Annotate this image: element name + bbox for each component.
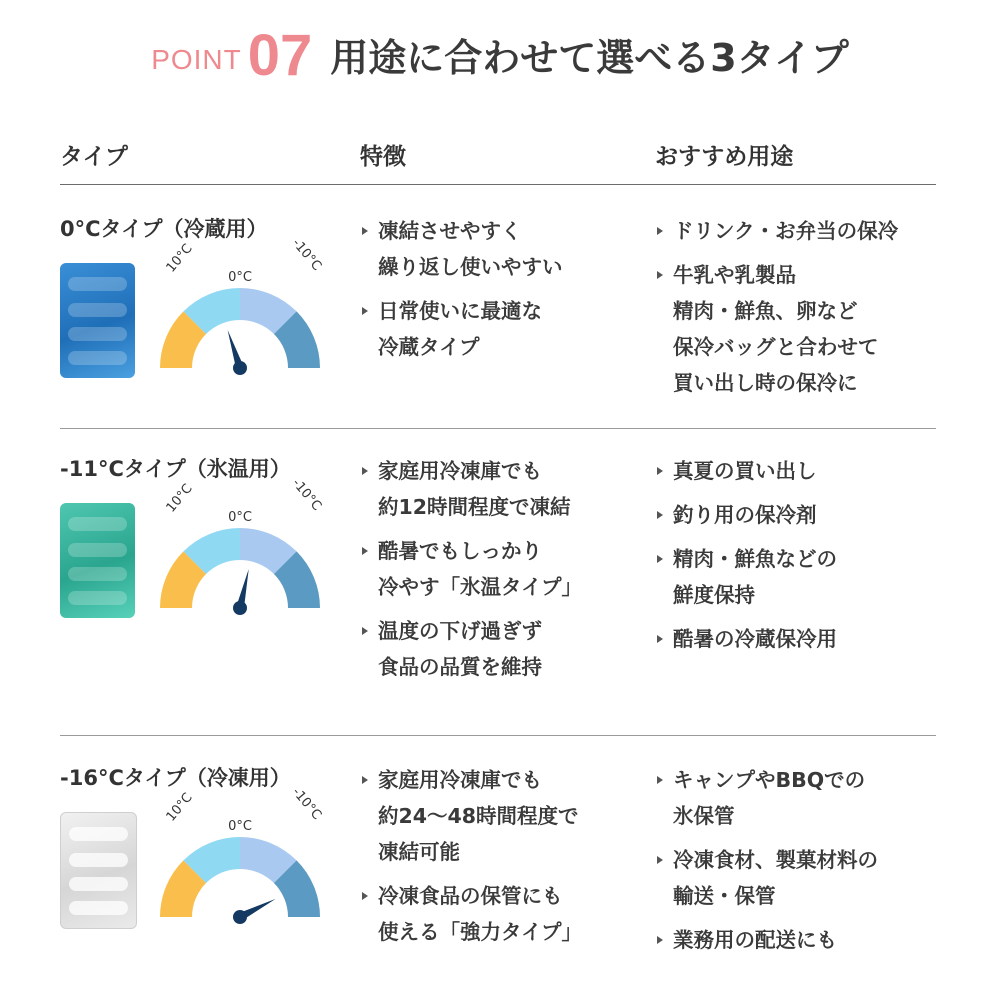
use-line: ドリンク・お弁当の保冷 — [673, 219, 899, 243]
use-item — [655, 922, 878, 958]
feature-line: 冷凍食品の保管にも — [378, 884, 563, 908]
ice-pack-ridge — [68, 327, 127, 341]
bullet-triangle-icon — [657, 467, 663, 475]
feature-item — [360, 613, 582, 685]
ice-pack-image — [60, 503, 135, 618]
gauge-label-right: -10°C — [288, 475, 325, 514]
feature-line: 家庭用冷凍庫でも — [378, 768, 542, 792]
point-number: 07 — [247, 23, 313, 88]
point-label: POINT — [151, 44, 242, 75]
ice-pack-ridge — [69, 877, 128, 891]
title-text: 用途に合わせて選べる3タイプ — [330, 36, 849, 80]
feature-line: 日常使いに最適な — [378, 299, 542, 323]
bullet-triangle-icon — [362, 307, 368, 315]
feature-item — [360, 453, 582, 525]
features-list — [360, 453, 582, 693]
use-item — [655, 842, 878, 914]
gauge-label-top: 0°C — [228, 270, 252, 285]
use-line: 酷暑の冷蔵保冷用 — [673, 627, 837, 651]
bullet-triangle-icon — [362, 892, 368, 900]
ice-pack-image — [60, 263, 135, 378]
bullet-triangle-icon — [657, 227, 663, 235]
feature-item — [360, 533, 582, 605]
bullet-triangle-icon — [657, 271, 663, 279]
use-item — [655, 541, 837, 613]
feature-line: 冷やす「氷温タイプ」 — [378, 575, 582, 599]
uses-list — [655, 453, 837, 665]
use-line: 業務用の配送にも — [673, 928, 837, 952]
feature-line: 冷蔵タイプ — [378, 335, 480, 359]
type-label: 0°Cタイプ（冷蔵用） — [60, 217, 268, 241]
ice-pack-ridge — [68, 591, 127, 605]
bullet-triangle-icon — [657, 635, 663, 643]
use-item — [655, 621, 837, 657]
use-line: 牛乳や乳製品 — [673, 263, 796, 287]
row-divider — [60, 735, 936, 736]
ice-pack-ridge — [68, 543, 127, 557]
gauge-label-top: 0°C — [228, 819, 252, 834]
ice-pack-ridge — [68, 517, 127, 531]
ice-pack-ridge — [69, 827, 128, 841]
ice-pack-image — [60, 812, 137, 929]
type-label: -11°Cタイプ（氷温用） — [60, 457, 291, 481]
use-line: 精肉・鮮魚などの — [673, 547, 837, 571]
gauge-needle-hub — [233, 361, 247, 375]
ice-pack-ridge — [69, 901, 128, 915]
bullet-triangle-icon — [657, 776, 663, 784]
bullet-triangle-icon — [362, 627, 368, 635]
feature-line: 凍結可能 — [378, 840, 460, 864]
feature-line: 家庭用冷凍庫でも — [378, 459, 542, 483]
use-line: 氷保管 — [673, 804, 735, 828]
gauge-label-right: -10°C — [288, 235, 325, 274]
temperature-gauge — [152, 463, 332, 623]
use-item — [655, 497, 837, 533]
uses-list — [655, 213, 898, 409]
ice-pack-ridge — [68, 277, 127, 291]
feature-item — [360, 878, 582, 950]
header-divider — [60, 184, 936, 185]
ice-pack-ridge — [68, 567, 127, 581]
ice-pack-ridge — [68, 303, 127, 317]
row-divider — [60, 428, 936, 429]
feature-line: 酷暑でもしっかり — [378, 539, 542, 563]
use-line: 真夏の買い出し — [673, 459, 817, 483]
use-item — [655, 213, 898, 249]
temperature-gauge — [152, 772, 332, 932]
bullet-triangle-icon — [657, 555, 663, 563]
type-label: -16°Cタイプ（冷凍用） — [60, 766, 291, 790]
feature-line: 凍結させやすく — [378, 219, 522, 243]
header-type: タイプ — [60, 144, 128, 170]
gauge-needle-hub — [233, 910, 247, 924]
gauge-needle-hub — [233, 601, 247, 615]
use-item — [655, 257, 898, 401]
feature-line: 食品の品質を維持 — [378, 655, 542, 679]
bullet-triangle-icon — [657, 511, 663, 519]
use-line: 精肉・鮮魚、卵など — [673, 299, 858, 323]
bullet-triangle-icon — [362, 547, 368, 555]
header-features: 特徴 — [360, 144, 406, 170]
features-list — [360, 213, 563, 373]
header-uses: おすすめ用途 — [655, 144, 794, 170]
ice-pack-ridge — [69, 853, 128, 867]
use-line: 買い出し時の保冷に — [673, 371, 858, 395]
uses-list — [655, 762, 878, 966]
features-list — [360, 762, 582, 958]
use-line: 釣り用の保冷剤 — [673, 503, 817, 527]
use-line: 冷凍食材、製菓材料の — [673, 848, 878, 872]
bullet-triangle-icon — [362, 227, 368, 235]
bullet-triangle-icon — [362, 467, 368, 475]
feature-item — [360, 293, 563, 365]
use-line: 輸送・保管 — [673, 884, 776, 908]
gauge-label-right: -10°C — [288, 784, 325, 823]
ice-pack-ridge — [68, 351, 127, 365]
page-title — [0, 22, 1000, 89]
feature-item — [360, 762, 582, 870]
gauge-label-top: 0°C — [228, 510, 252, 525]
use-line: 鮮度保持 — [673, 583, 755, 607]
bullet-triangle-icon — [657, 856, 663, 864]
feature-line: 約24〜48時間程度で — [378, 804, 579, 828]
use-item — [655, 762, 878, 834]
use-line: キャンプやBBQでの — [673, 768, 866, 792]
gauge-label-left: 10°C — [163, 241, 196, 276]
feature-item — [360, 213, 563, 285]
feature-line: 使える「強力タイプ」 — [378, 920, 582, 944]
gauge-label-left: 10°C — [163, 790, 196, 825]
feature-line: 温度の下げ過ぎず — [378, 619, 542, 643]
gauge-label-left: 10°C — [163, 481, 196, 516]
temperature-gauge — [152, 223, 332, 383]
use-item — [655, 453, 837, 489]
use-line: 保冷バッグと合わせて — [673, 335, 879, 359]
bullet-triangle-icon — [362, 776, 368, 784]
feature-line: 約12時間程度で凍結 — [378, 495, 571, 519]
bullet-triangle-icon — [657, 936, 663, 944]
feature-line: 繰り返し使いやすい — [378, 255, 563, 279]
